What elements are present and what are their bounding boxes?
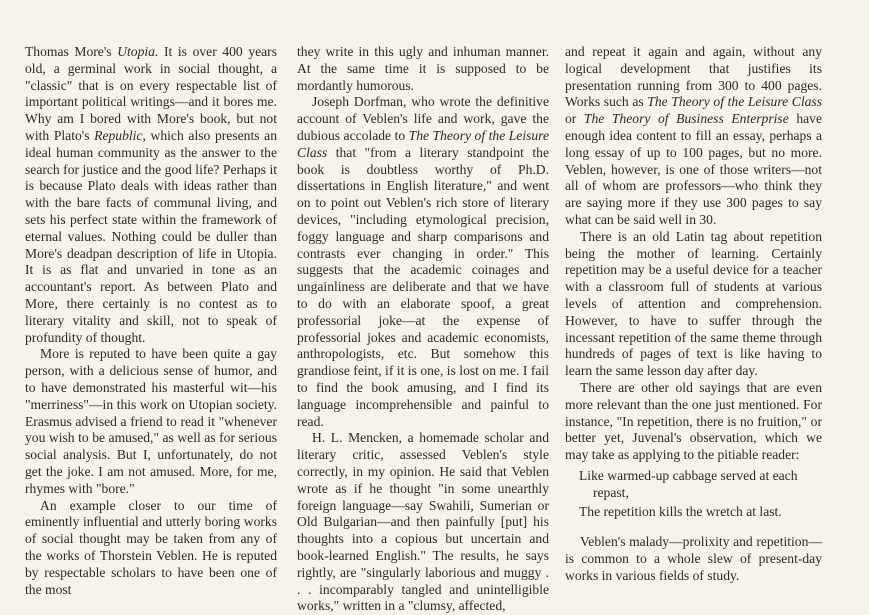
verse-line: The repetition kills the wretch at last. [579, 503, 782, 519]
book-title: Republic, [94, 127, 146, 143]
paragraph: There is an old Latin tag about repetition being the mother of learning. Certainly repetition may be a useful device for a teacher with a classroom full of students at various levels of attention and comprehension. However, to have to suffer through the incessant repetition of the same theme through hundreds of pages of text is like having to learn the same lesson day after day. [565, 228, 822, 379]
column-2 [297, 44, 549, 615]
column-1 [25, 44, 277, 598]
paragraph: Joseph Dorfman, who wrote the definitive account of Veblen's life and work, gave the dubious accolade to The Theory of the Leisure Class that "from a literary standpoint the book is doubtless worthy of Ph.D. dissertations in English literature," and went on to point out Veblen's rich store of literary devices, "including etymological precision, foggy language and sharp comparisons and contrasts ever changing in order." This suggests that the academic coinages and ungainliness are deliberate and that we have to do with an elaborate spoof, a great professorial joke—at the expense of professorial jokes and academic economists, anthropologists, etc. But somehow this grandiose feint, if it is one, is lost on me. I fail to find the book amusing, and I find its language incomprehensible and painful to read. [297, 94, 550, 429]
book-title: The Theory of the Leisure Class [297, 127, 550, 160]
book-title: The Theory of the Leisure Class [647, 94, 822, 110]
book-title: The Theory of Business Enterprise [583, 111, 789, 127]
paragraph: There are other old sayings that are even more relevant than the one just mentioned. For instance, "In repetition, there is no fruition," or better yet, Juvenal's observation, which we may take as applying to the pitiable reader: [565, 379, 822, 463]
paragraph: Veblen's malady—prolixity and repetition—is common to a whole slew of present-day works in various fields of study. [565, 534, 822, 583]
paragraph: H. L. Mencken, a homemade scholar and literary critic, assessed Veblen's style correctly, in my opinion. He said that Veblen wrote as if he thought "in some unearthly foreign language—say Swahili, Sumerian or Old Bulgarian—and then painfully [put] his thoughts into a copious but uncertain and book-learned English." The results, he says rightly, are "singularly laborious and muggy . . . incomparably tangled and unintelligible works," written in a "clumsy, affected, [297, 430, 549, 614]
column-3 [565, 44, 822, 585]
verse-quote [579, 468, 822, 520]
paragraph: Thomas More's Utopia. It is over 400 years old, a germinal work in social thought, a "classic" that is on every respectable list of important political writings—and it bores me. Why am I bored with More's book, but not with Plato's Republic, which also presents an ideal human community as the answer to the search for justice and the good life? Perhaps it is because Plato deals with ideas rather than with the bare facts of communal living, and sets his perfect state within the framework of eternal values. Nothing could be duller than More's deadpan description of life in Utopia. It is as flat and unvaried in tone as an accountant's report. As between Plato and More, there certainly is no contest as to literary vitality and skill, not to speak of profundity of thought. [25, 44, 278, 345]
paragraph: they write in this ugly and inhuman manner. At the same time it is supposed to be mordantly humorous. [297, 44, 549, 93]
paragraph: An example closer to our time of eminently influential and utterly boring works of social thought may be taken from any of the works of Thorstein Veblen. He is reputed by respectable scholars to have been one of the most [25, 497, 277, 597]
paragraph: and repeat it again and again, without any logical development that justifies its presentation running from 300 to 400 pages. Works such as The Theory of the Leisure Class or The Theory of Business Enterprise have enough idea content to fill an essay, perhaps a long essay of up to 100 pages, but no more. Veblen, however, is one of those writers—not all of whom are professors—who think they are saying more if they use 300 pages to say what can be said well in 30. [565, 44, 822, 227]
book-title: Utopia. [117, 44, 159, 59]
verse-line: Like warmed-up cabbage served at each repast, [579, 467, 798, 500]
paragraph: More is reputed to have been quite a gay person, with a delicious sense of humor, and to have demonstrated his masterful wit—his "merriness"—in this work on Utopian society. Erasmus advised a friend to read it "whenever you wish to be amused," as well as for serious social analysis. But I, unfortunately, do not get the joke. I am not amused. More, for me, rhymes with "bore." [25, 346, 277, 496]
